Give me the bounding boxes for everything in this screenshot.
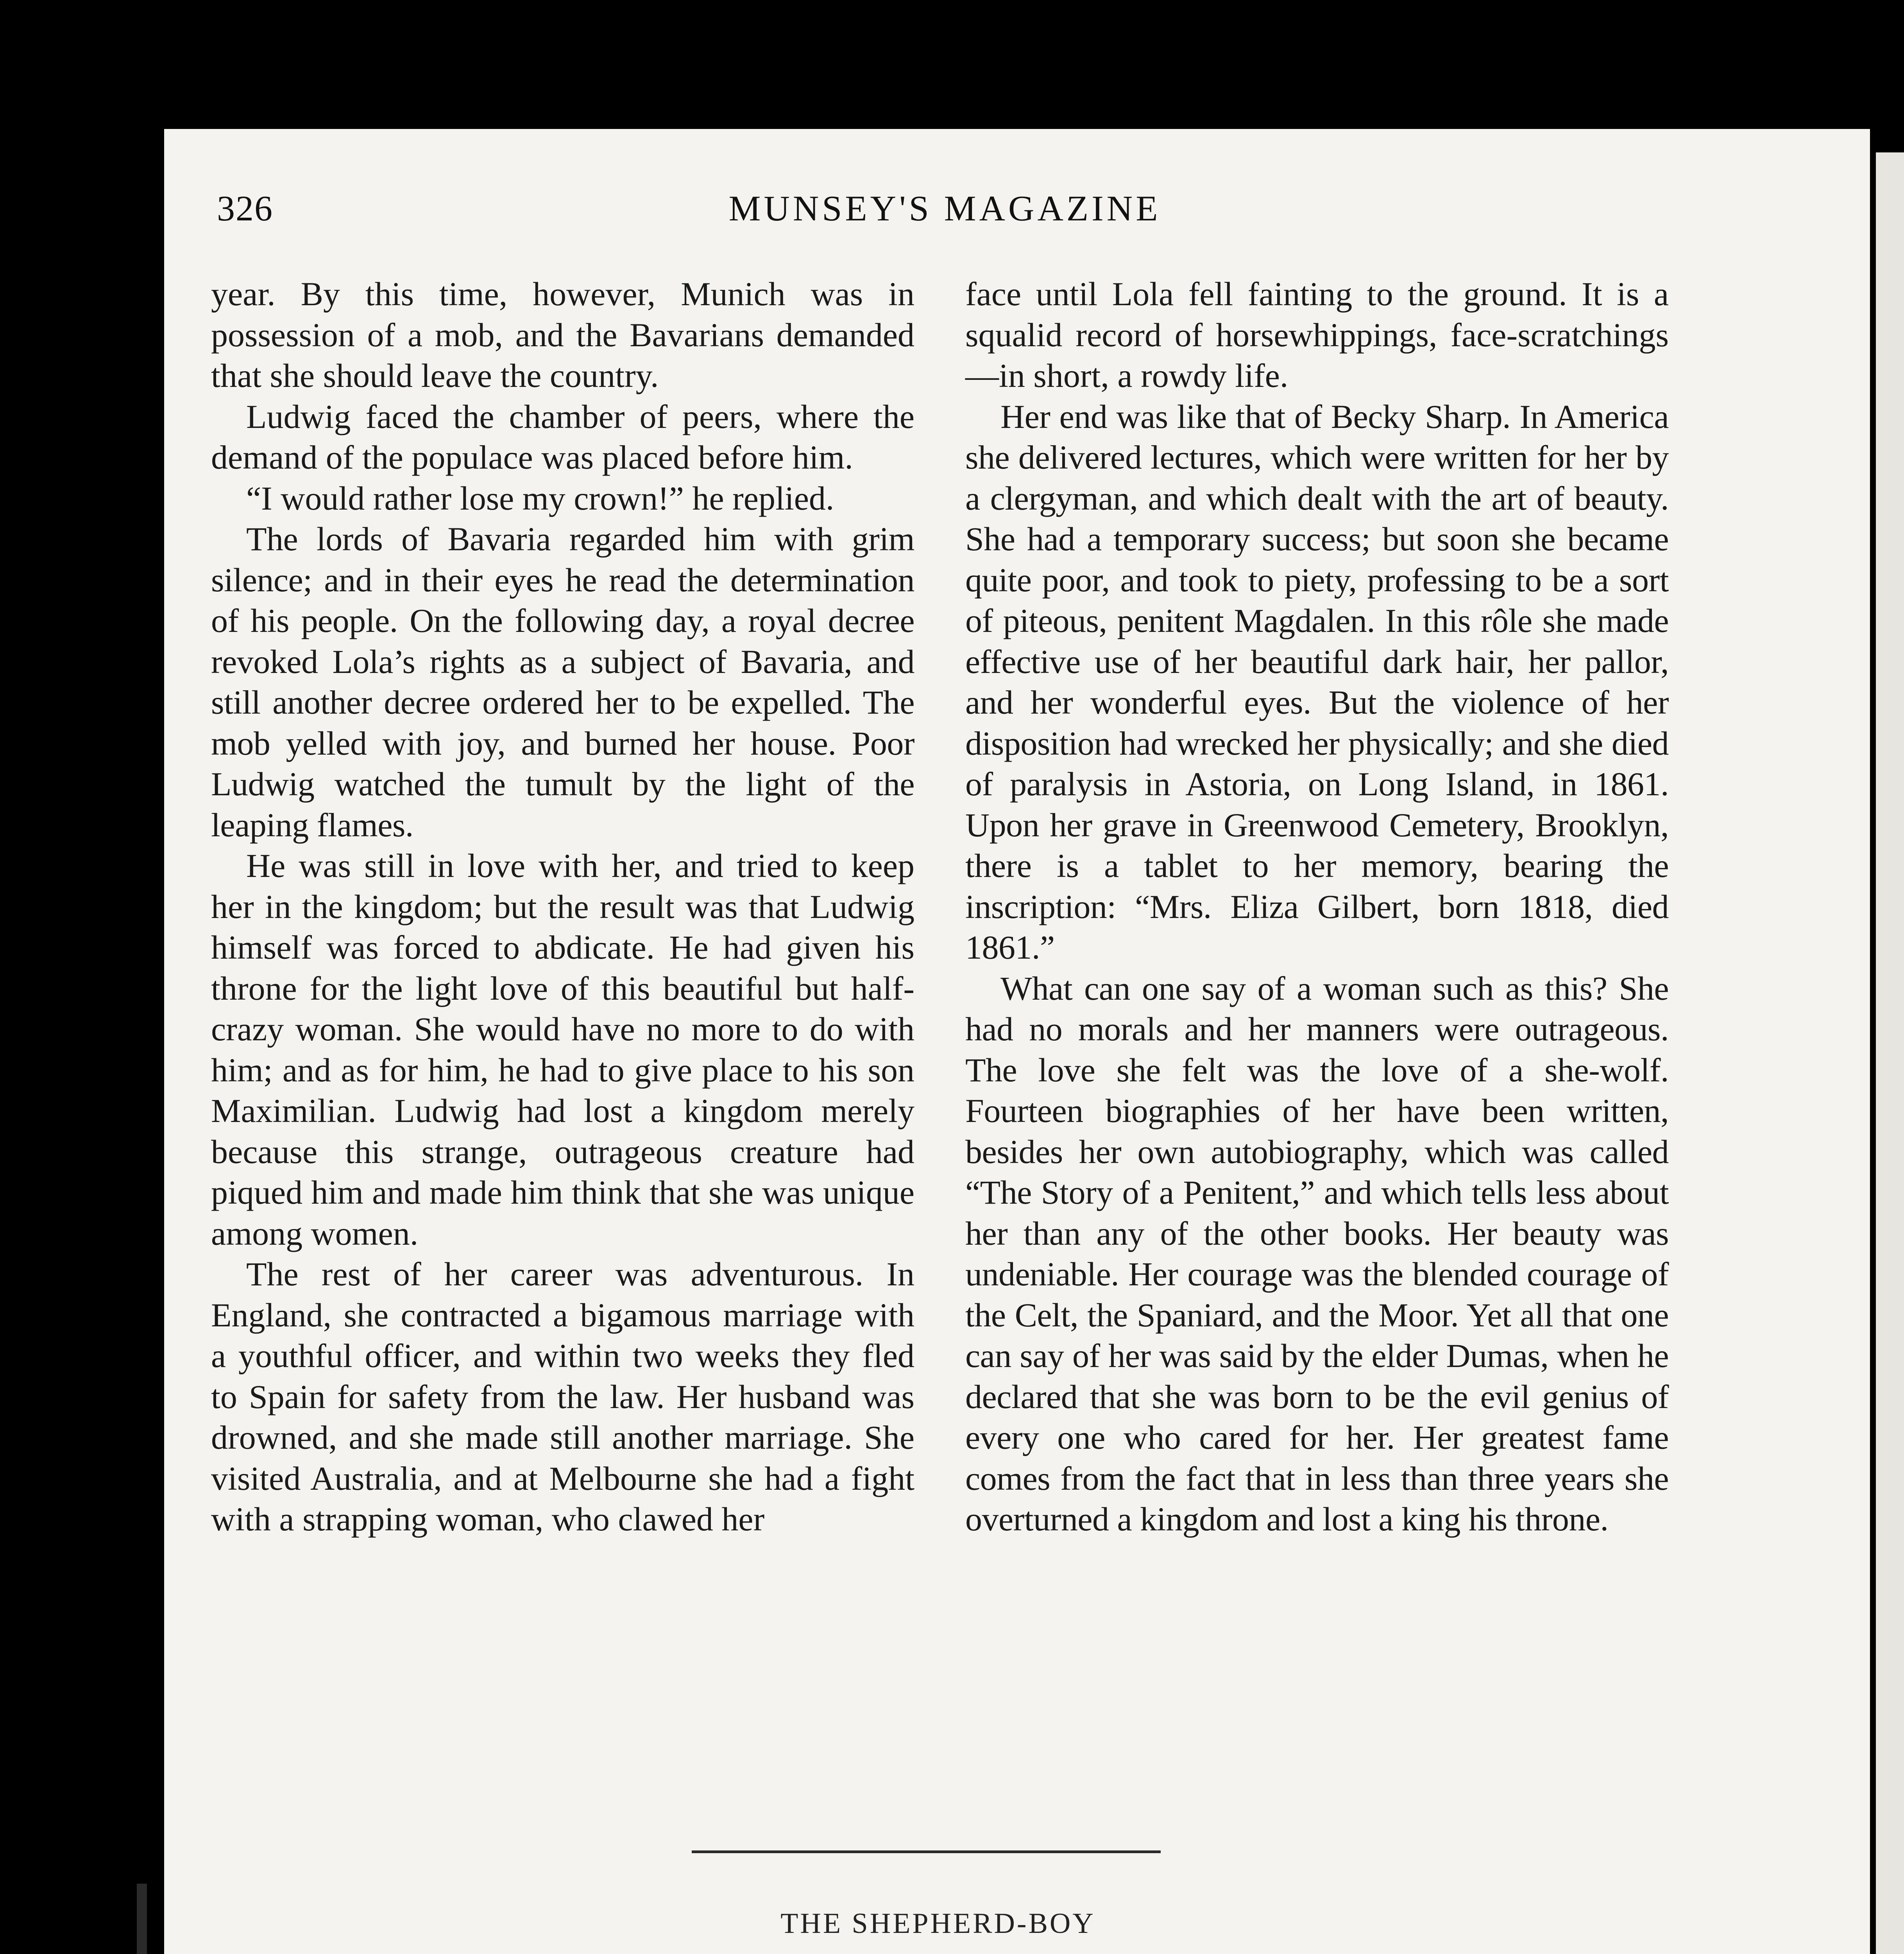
paragraph: He was still in love with her, and tried to keep her in the kingdom; but the result was that Ludwig himself was forced to abdicate. He had given his throne for the light love of this beautiful but half-crazy woman. She would have no more to do with him; and as for him, he had to give place to his son Maximilian. Ludwig had lost a kingdom merely because this strange, outrageous creature had piqued him and made him think that she was unique among women. xyxy=(211,847,914,1252)
facing-page-edge xyxy=(1876,152,1904,1954)
paragraph: face until Lola fell fainting to the ground. It is a squalid record of horsewhippings, face-scratchings—in short, a rowdy life. xyxy=(965,275,1669,394)
paragraph: Ludwig faced the chamber of peers, where the demand of the populace was placed before him. xyxy=(211,397,914,476)
paragraph: year. By this time, however, Munich was in possession of a mob, and the Bavarians demanded that she should leave the country. xyxy=(211,275,914,394)
poem-body xyxy=(664,1950,1290,1954)
paragraph: Her end was like that of Becky Sharp. In America she delivered lectures, which were written for her by a clergyman, and which dealt with the art of beauty. She had a temporary success; but soon she became quite poor, and took to piety, professing to be a sort of piteous, penitent Magdalen. In this rôle she made effective use of her beautiful dark hair, her pallor, and her wonderful eyes. But the violence of her disposition had wrecked her physically; and she died of paralysis in Astoria, on Long Island, in 1861. Upon her grave in Greenwood Cemetery, Brooklyn, there is a tablet to her memory, bearing the inscription: “Mrs. Eliza Gilbert, born 1818, died 1861.” xyxy=(965,397,1669,966)
poem-line xyxy=(664,1950,1290,1954)
binding-shadow xyxy=(137,1884,147,1954)
paragraph: What can one say of a woman such as this? She had no morals and her manners were outrageous. The love she felt was the love of a she-wolf. Fourteen biographies of her have been written, besides her own autobiography, which was called “The Story of a Penitent,” and which tells less about her than any of the other books. Her beauty was undeniable. Her courage was the blended courage of the Celt, the Spaniard, and the Moor. Yet all that one can say of her was said by the elder Dumas, when he declared that she was born to be the evil genius of every one who cared for her. Her greatest fame comes from the fact that in less than three years she overturned a kingdom and lost a king his throne. xyxy=(965,969,1669,1538)
poem-title: THE SHEPHERD-BOY xyxy=(780,1907,1095,1940)
page-number: 326 xyxy=(217,188,273,228)
paragraph: “I would rather lose my crown!” he replied. xyxy=(246,479,834,517)
paragraph: The lords of Bavaria regarded him with grim silence; and in their eyes he read the determination of his people. On the following day, a royal decree revoked Lola’s rights as a subject of Bavaria, and still another decree ordered her to be expelled. The mob yelled with joy, and burned her house. Poor Ludwig watched the tumult by the light of the leaping flames. xyxy=(211,520,914,844)
article-right-column xyxy=(965,274,1669,1540)
running-title: MUNSEY'S MAGAZINE xyxy=(728,188,1161,228)
stanza xyxy=(664,1950,1290,1954)
page-header xyxy=(217,188,1673,250)
section-divider xyxy=(692,1850,1161,1853)
article-left-column xyxy=(211,274,914,1540)
paragraph: The rest of her career was adventurous. In England, she contracted a bigamous marriage with a youthful officer, and within two weeks they fled to Spain for safety from the law. Her husband was drowned, and she made still another marriage. She visited Australia, and at Melbourne she had a fight with a strapping woman, who clawed her xyxy=(211,1255,914,1538)
